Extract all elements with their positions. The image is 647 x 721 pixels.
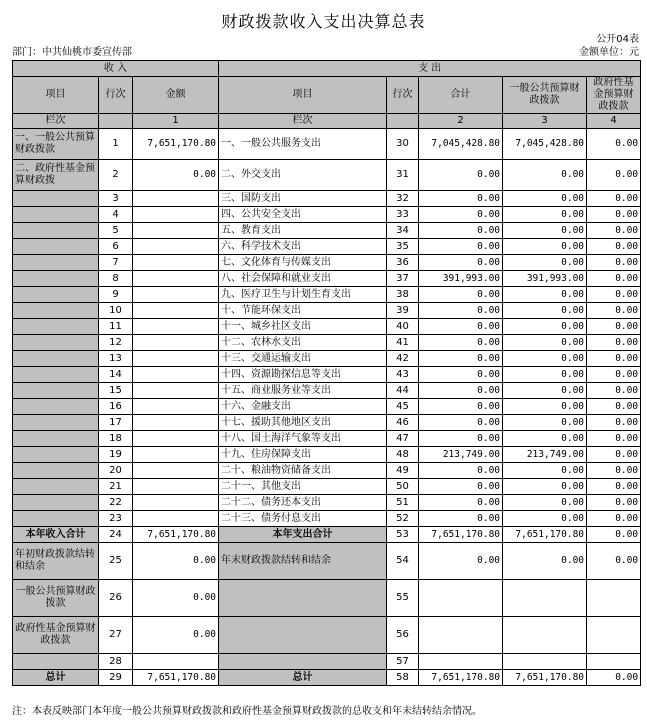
expense-line-number: 49	[387, 463, 419, 479]
expense-total-amount: 7,045,428.80	[419, 129, 503, 160]
income-item-name	[13, 207, 99, 223]
income-amount	[133, 223, 219, 239]
table-row	[13, 160, 641, 191]
expense-total-amount: 0.00	[419, 479, 503, 495]
expense-general-amount: 0.00	[503, 303, 587, 319]
income-amount: 7,651,170.80	[133, 129, 219, 160]
income-line-number: 12	[99, 335, 133, 351]
table-row	[13, 617, 641, 654]
column-label-left: 栏次	[13, 114, 99, 129]
expense-item-name: 二十、粮油物资储备支出	[219, 463, 387, 479]
income-amount	[133, 511, 219, 527]
expense-total-header: 合计	[419, 77, 503, 114]
expense-general-amount: 0.00	[503, 335, 587, 351]
income-line-number: 23	[99, 511, 133, 527]
expense-general-amount: 0.00	[503, 543, 587, 580]
expense-line-number: 32	[387, 191, 419, 207]
expense-line-number: 58	[387, 670, 419, 686]
income-amount: 0.00	[133, 617, 219, 654]
expense-fund-amount: 0.00	[587, 287, 641, 303]
income-item-name	[13, 511, 99, 527]
expense-total-amount: 0.00	[419, 463, 503, 479]
expense-item-name: 九、医疗卫生与计划生育支出	[219, 287, 387, 303]
expense-total-amount: 0.00	[419, 303, 503, 319]
income-amount: 0.00	[133, 160, 219, 191]
income-item-name	[13, 287, 99, 303]
expense-general-amount: 0.00	[503, 415, 587, 431]
expense-general-amount: 0.00	[503, 495, 587, 511]
income-amount	[133, 191, 219, 207]
table-row	[13, 670, 641, 686]
expense-fund-amount: 0.00	[587, 239, 641, 255]
expense-fund-amount: 0.00	[587, 447, 641, 463]
income-amount: 0.00	[133, 580, 219, 617]
expense-total-amount	[419, 617, 503, 654]
expense-line-number: 54	[387, 543, 419, 580]
income-amount-header: 金额	[133, 77, 219, 114]
table-row	[13, 191, 641, 207]
expense-item-name: 十二、农林水支出	[219, 335, 387, 351]
expense-line-number: 47	[387, 431, 419, 447]
income-line-number: 26	[99, 580, 133, 617]
expense-fund-amount	[587, 654, 641, 670]
expense-fund-amount: 0.00	[587, 271, 641, 287]
expense-total-amount: 0.00	[419, 191, 503, 207]
income-amount	[133, 351, 219, 367]
table-row	[13, 351, 641, 367]
expense-general-amount: 0.00	[503, 239, 587, 255]
expense-line-number: 43	[387, 367, 419, 383]
income-amount	[133, 287, 219, 303]
expense-total-amount: 213,749.00	[419, 447, 503, 463]
income-item-name	[13, 335, 99, 351]
table-row	[13, 271, 641, 287]
expense-total-amount	[419, 580, 503, 617]
table-row	[13, 527, 641, 543]
table-row	[13, 447, 641, 463]
income-line-number: 28	[99, 654, 133, 670]
income-line-number: 19	[99, 447, 133, 463]
expense-fund-amount: 0.00	[587, 670, 641, 686]
general-budget-header: 一般公共预算财政拨款	[503, 77, 587, 114]
expense-total-amount: 0.00	[419, 415, 503, 431]
table-row	[13, 239, 641, 255]
income-item-name	[13, 479, 99, 495]
expense-item-name: 十八、国土海洋气象等支出	[219, 431, 387, 447]
expense-total-amount: 0.00	[419, 223, 503, 239]
income-line-number: 3	[99, 191, 133, 207]
income-amount: 0.00	[133, 543, 219, 580]
income-item-name	[13, 415, 99, 431]
income-amount	[133, 447, 219, 463]
expense-line-number: 51	[387, 495, 419, 511]
expense-general-amount: 0.00	[503, 431, 587, 447]
expense-line-number: 48	[387, 447, 419, 463]
expense-total-amount: 0.00	[419, 431, 503, 447]
table-row	[13, 479, 641, 495]
expense-total-amount: 0.00	[419, 287, 503, 303]
page-title: 财政拨款收入支出决算总表	[221, 12, 426, 31]
expense-total-amount: 0.00	[419, 399, 503, 415]
table-row	[13, 399, 641, 415]
expense-general-amount	[503, 654, 587, 670]
expense-general-amount	[503, 617, 587, 654]
income-item-name	[13, 383, 99, 399]
form-code: 公开04表	[596, 34, 639, 45]
income-item-name	[13, 463, 99, 479]
expense-line-header: 行次	[387, 77, 419, 114]
income-amount	[133, 335, 219, 351]
expense-item-name: 八、社会保障和就业支出	[219, 271, 387, 287]
income-amount	[133, 495, 219, 511]
expense-fund-amount: 0.00	[587, 207, 641, 223]
income-item-name	[13, 255, 99, 271]
income-line-number: 20	[99, 463, 133, 479]
income-line-number: 11	[99, 319, 133, 335]
income-item-name	[13, 447, 99, 463]
income-line-number: 14	[99, 367, 133, 383]
expense-general-amount: 7,651,170.80	[503, 670, 587, 686]
expense-general-amount: 0.00	[503, 160, 587, 191]
expense-total-amount: 0.00	[419, 239, 503, 255]
income-line-number: 24	[99, 527, 133, 543]
expense-line-number: 50	[387, 479, 419, 495]
income-item-name	[13, 431, 99, 447]
income-item-name	[13, 319, 99, 335]
income-item-name: 一般公共预算财政拨款	[13, 580, 99, 617]
expense-item-name: 六、科学技术支出	[219, 239, 387, 255]
expense-total-amount	[419, 654, 503, 670]
income-amount	[133, 367, 219, 383]
income-item-name	[13, 495, 99, 511]
table-row	[13, 543, 641, 580]
expense-item-name: 年末财政拨款结转和结余	[219, 543, 387, 580]
expense-fund-amount	[587, 617, 641, 654]
income-item-name: 政府性基金预算财政拨款	[13, 617, 99, 654]
income-amount	[133, 654, 219, 670]
table-row	[13, 335, 641, 351]
expense-fund-amount: 0.00	[587, 431, 641, 447]
expense-item-name: 二十三、债务付息支出	[219, 511, 387, 527]
income-line-number: 22	[99, 495, 133, 511]
expense-fund-amount: 0.00	[587, 351, 641, 367]
expense-line-number: 34	[387, 223, 419, 239]
income-line-number: 13	[99, 351, 133, 367]
table-row	[13, 415, 641, 431]
income-amount	[133, 303, 219, 319]
expense-general-amount: 0.00	[503, 287, 587, 303]
income-line-number: 6	[99, 239, 133, 255]
expense-line-number: 31	[387, 160, 419, 191]
expense-fund-amount: 0.00	[587, 255, 641, 271]
expense-fund-amount: 0.00	[587, 160, 641, 191]
expense-fund-amount: 0.00	[587, 399, 641, 415]
expense-fund-amount: 0.00	[587, 223, 641, 239]
expense-item-header: 项目	[219, 77, 387, 114]
income-line-number: 4	[99, 207, 133, 223]
income-group-header: 收 入	[13, 61, 219, 77]
income-amount	[133, 479, 219, 495]
expense-item-name: 十四、资源勘探信息等支出	[219, 367, 387, 383]
expense-fund-amount: 0.00	[587, 319, 641, 335]
expense-item-name: 十一、城乡社区支出	[219, 319, 387, 335]
income-line-number: 7	[99, 255, 133, 271]
expense-line-number: 33	[387, 207, 419, 223]
expense-fund-amount: 0.00	[587, 335, 641, 351]
income-line-number: 2	[99, 160, 133, 191]
table-row	[13, 580, 641, 617]
expense-line-number: 42	[387, 351, 419, 367]
expense-line-number: 55	[387, 580, 419, 617]
expense-fund-amount: 0.00	[587, 415, 641, 431]
expense-total-amount: 0.00	[419, 351, 503, 367]
income-item-name	[13, 223, 99, 239]
column-number-blank	[99, 114, 133, 129]
expense-year-total-label: 本年支出合计	[219, 527, 387, 543]
column-number-2: 2	[419, 114, 503, 129]
income-line-header: 行次	[99, 77, 133, 114]
income-line-number: 1	[99, 129, 133, 160]
expense-fund-amount: 0.00	[587, 527, 641, 543]
expense-line-number: 52	[387, 511, 419, 527]
department-label: 部门：中共仙桃市委宣传部	[12, 47, 132, 58]
table-row	[13, 319, 641, 335]
income-amount	[133, 239, 219, 255]
expense-fund-amount: 0.00	[587, 543, 641, 580]
expense-item-name: 十三、交通运输支出	[219, 351, 387, 367]
expense-general-amount: 0.00	[503, 191, 587, 207]
income-item-name	[13, 351, 99, 367]
expense-item-name: 七、文化体育与传媒支出	[219, 255, 387, 271]
column-number-1: 1	[133, 114, 219, 129]
income-item-name: 二、政府性基金预算财政拨	[13, 160, 99, 191]
expense-grand-total-label: 总计	[219, 670, 387, 686]
table-row	[13, 207, 641, 223]
expense-general-amount: 0.00	[503, 207, 587, 223]
income-amount	[133, 463, 219, 479]
income-line-number: 17	[99, 415, 133, 431]
income-line-number: 8	[99, 271, 133, 287]
income-year-total-amount: 7,651,170.80	[133, 527, 219, 543]
expense-total-amount: 0.00	[419, 255, 503, 271]
expense-fund-amount: 0.00	[587, 479, 641, 495]
expense-fund-amount: 0.00	[587, 129, 641, 160]
income-grand-total-label: 总计	[13, 670, 99, 686]
column-label-right: 栏次	[219, 114, 387, 129]
expense-fund-amount: 0.00	[587, 303, 641, 319]
expense-fund-amount: 0.00	[587, 495, 641, 511]
expense-general-amount: 213,749.00	[503, 447, 587, 463]
income-item-name	[13, 654, 99, 670]
income-amount	[133, 431, 219, 447]
budget-table	[12, 60, 641, 686]
expense-line-number: 35	[387, 239, 419, 255]
column-number-4: 4	[587, 114, 641, 129]
expense-total-amount: 0.00	[419, 367, 503, 383]
footnote: 注：本表反映部门本年度一般公共预算财政拨款和政府性基金预算财政拨款的总收支和年末结转结余情况。	[12, 706, 482, 717]
table-row	[13, 383, 641, 399]
table-row	[13, 654, 641, 670]
expense-item-name: 三、国防支出	[219, 191, 387, 207]
expense-item-name	[219, 617, 387, 654]
table-row	[13, 303, 641, 319]
expense-fund-amount: 0.00	[587, 191, 641, 207]
expense-general-amount: 7,045,428.80	[503, 129, 587, 160]
expense-total-amount: 0.00	[419, 495, 503, 511]
expense-item-name: 二十一、其他支出	[219, 479, 387, 495]
income-amount	[133, 255, 219, 271]
table-row	[13, 495, 641, 511]
expense-item-name: 十六、金融支出	[219, 399, 387, 415]
income-grand-total-amount: 7,651,170.80	[133, 670, 219, 686]
expense-item-name: 二、外交支出	[219, 160, 387, 191]
income-line-number: 27	[99, 617, 133, 654]
expense-total-amount: 7,651,170.80	[419, 527, 503, 543]
income-line-number: 5	[99, 223, 133, 239]
income-line-number: 25	[99, 543, 133, 580]
expense-general-amount: 0.00	[503, 399, 587, 415]
expense-general-amount: 0.00	[503, 383, 587, 399]
expense-total-amount: 0.00	[419, 511, 503, 527]
expense-fund-amount: 0.00	[587, 511, 641, 527]
income-item-name	[13, 367, 99, 383]
income-amount	[133, 383, 219, 399]
income-item-name	[13, 399, 99, 415]
expense-general-amount: 7,651,170.80	[503, 527, 587, 543]
expense-general-amount: 0.00	[503, 223, 587, 239]
expense-total-amount: 0.00	[419, 319, 503, 335]
table-row	[13, 129, 641, 160]
expense-general-amount: 0.00	[503, 319, 587, 335]
expense-line-number: 38	[387, 287, 419, 303]
table-row	[13, 287, 641, 303]
income-line-number: 15	[99, 383, 133, 399]
expense-item-name: 十七、援助其他地区支出	[219, 415, 387, 431]
expense-total-amount: 0.00	[419, 207, 503, 223]
income-item-header: 项目	[13, 77, 99, 114]
table-row	[13, 223, 641, 239]
expense-item-name: 十九、住房保障支出	[219, 447, 387, 463]
expense-general-amount: 0.00	[503, 463, 587, 479]
income-line-number: 18	[99, 431, 133, 447]
expense-line-number: 45	[387, 399, 419, 415]
income-line-number: 10	[99, 303, 133, 319]
expense-fund-amount: 0.00	[587, 367, 641, 383]
expense-line-number: 56	[387, 617, 419, 654]
income-item-name	[13, 191, 99, 207]
expense-item-name: 五、教育支出	[219, 223, 387, 239]
income-amount	[133, 319, 219, 335]
income-line-number: 29	[99, 670, 133, 686]
expense-general-amount: 0.00	[503, 367, 587, 383]
income-line-number: 9	[99, 287, 133, 303]
expense-total-amount: 0.00	[419, 543, 503, 580]
expense-line-number: 53	[387, 527, 419, 543]
expense-fund-amount: 0.00	[587, 383, 641, 399]
expense-general-amount	[503, 580, 587, 617]
income-year-total-label: 本年收入合计	[13, 527, 99, 543]
income-amount	[133, 207, 219, 223]
expense-line-number: 30	[387, 129, 419, 160]
expense-item-name: 十五、商业服务业等支出	[219, 383, 387, 399]
expense-line-number: 39	[387, 303, 419, 319]
table-row	[13, 463, 641, 479]
expense-group-header: 支 出	[219, 61, 641, 77]
expense-item-name: 十、节能环保支出	[219, 303, 387, 319]
expense-item-name	[219, 654, 387, 670]
expense-line-number: 41	[387, 335, 419, 351]
table-row	[13, 255, 641, 271]
expense-general-amount: 391,993.00	[503, 271, 587, 287]
table-row	[13, 431, 641, 447]
income-item-name	[13, 303, 99, 319]
expense-total-amount: 0.00	[419, 335, 503, 351]
expense-fund-amount: 0.00	[587, 463, 641, 479]
expense-line-number: 57	[387, 654, 419, 670]
expense-item-name: 四、公共安全支出	[219, 207, 387, 223]
expense-line-number: 44	[387, 383, 419, 399]
expense-item-name: 一、一般公共服务支出	[219, 129, 387, 160]
amount-unit: 金额单位：元	[579, 47, 639, 58]
expense-general-amount: 0.00	[503, 255, 587, 271]
expense-line-number: 37	[387, 271, 419, 287]
income-item-name	[13, 239, 99, 255]
column-number-blank	[387, 114, 419, 129]
table-row	[13, 511, 641, 527]
fund-budget-header: 政府性基金预算财政拨款	[587, 77, 641, 114]
expense-line-number: 46	[387, 415, 419, 431]
expense-general-amount: 0.00	[503, 351, 587, 367]
expense-item-name	[219, 580, 387, 617]
column-number-3: 3	[503, 114, 587, 129]
expense-item-name: 二十二、债务还本支出	[219, 495, 387, 511]
income-amount	[133, 415, 219, 431]
table-row	[13, 367, 641, 383]
expense-total-amount: 391,993.00	[419, 271, 503, 287]
expense-general-amount: 0.00	[503, 511, 587, 527]
income-item-name: 一、一般公共预算财政拨款	[13, 129, 99, 160]
expense-fund-amount	[587, 580, 641, 617]
expense-general-amount: 0.00	[503, 479, 587, 495]
expense-total-amount: 0.00	[419, 160, 503, 191]
income-line-number: 16	[99, 399, 133, 415]
expense-total-amount: 7,651,170.80	[419, 670, 503, 686]
expense-line-number: 36	[387, 255, 419, 271]
income-item-name: 年初财政拨款结转和结余	[13, 543, 99, 580]
income-line-number: 21	[99, 479, 133, 495]
income-amount	[133, 399, 219, 415]
expense-line-number: 40	[387, 319, 419, 335]
income-amount	[133, 271, 219, 287]
expense-total-amount: 0.00	[419, 383, 503, 399]
income-item-name	[13, 271, 99, 287]
